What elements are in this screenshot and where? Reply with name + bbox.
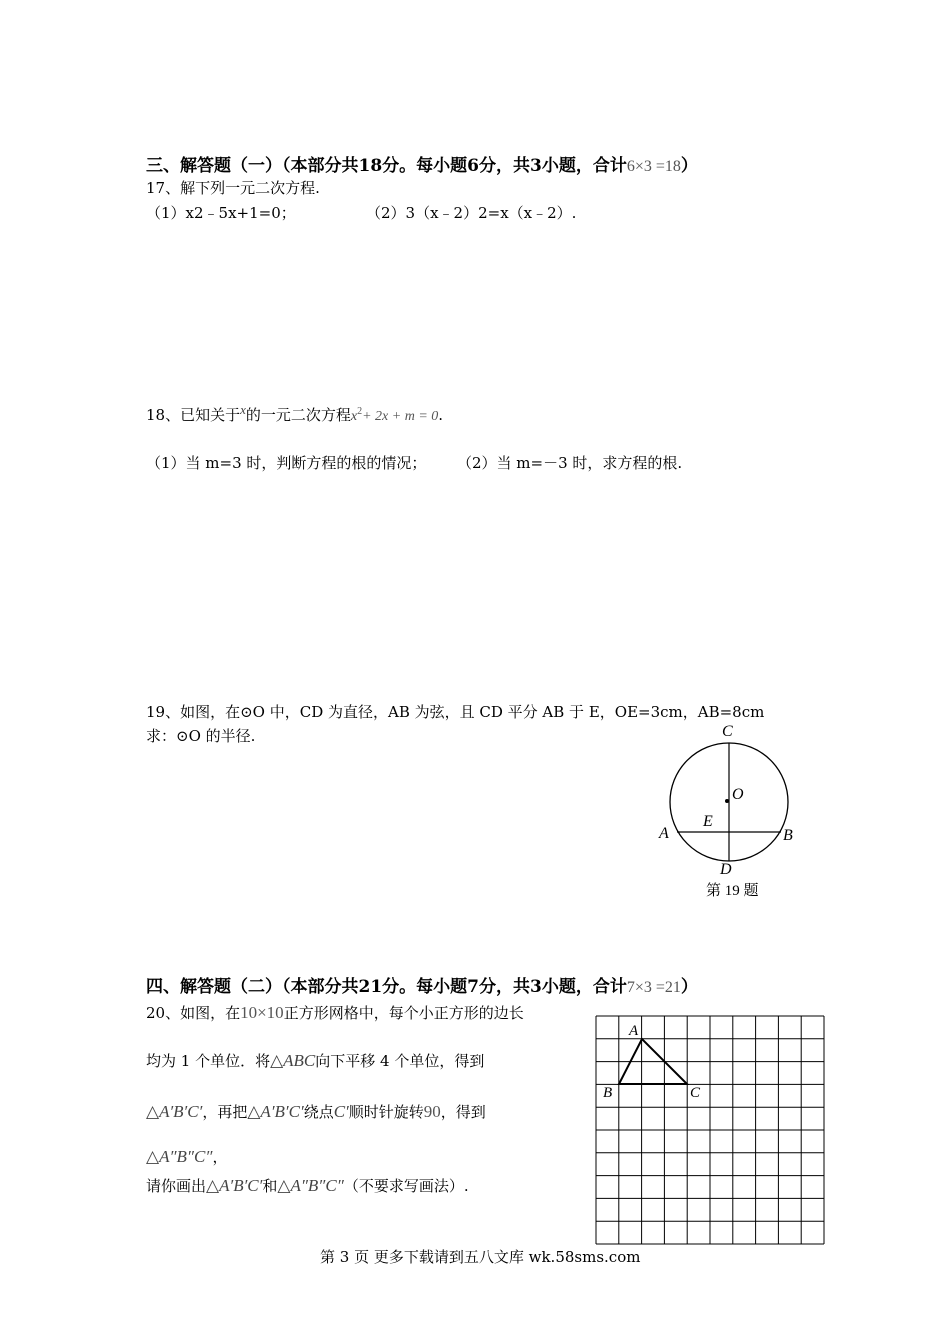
q20-l3b: 绕点	[303, 1103, 334, 1121]
q20-triangle-prime-2: △A′B′C′	[247, 1102, 304, 1121]
q18-part2: （2）当 m=－3 时，求方程的根.	[457, 454, 683, 472]
q19-circle-figure	[650, 718, 810, 908]
q20-l3c: 顺时针旋转	[348, 1103, 424, 1121]
q17-part1: （1）x2﹣5x+1=0；	[146, 204, 296, 222]
q20-l5a: 请你画出	[146, 1177, 207, 1195]
fig19-caption: 第 19 题	[706, 883, 759, 899]
q18-var-x: x	[240, 402, 246, 417]
q20-triangle-double-prime: △A″B″C″	[146, 1147, 213, 1166]
q19-line1: 19、如图，在⊙O 中，CD 为直径，AB 为弦，且 CD 平分 AB 于 E，OE=3cm，AB=8cm	[146, 703, 765, 721]
label-b: B	[783, 827, 793, 844]
q20-l5c: （不要求写画法）.	[343, 1177, 469, 1195]
q20-triangle-abc: △ABC	[270, 1051, 316, 1070]
q20-l1b: 正方形网格中，每个小正方形的边长	[283, 1004, 524, 1022]
q18-eq-rest: + 2x + m = 0	[362, 409, 439, 424]
q20-angle-90: 90	[423, 1102, 441, 1121]
q20-line1	[146, 1002, 524, 1023]
center-dot	[725, 799, 729, 803]
q19-line2: 求：⊙O 的半径.	[146, 727, 256, 745]
page-footer: 第 3 页 更多下载请到五八文库 wk.58sms.com	[320, 1248, 641, 1266]
grid-label-a: A	[629, 1023, 639, 1039]
q18-stem-a: 18、已知关于	[146, 406, 241, 424]
q18-stem-end: .	[438, 406, 444, 424]
label-o: O	[732, 786, 744, 803]
q18-stem	[146, 404, 443, 425]
q20-triangle-prime: △A′B′C′	[146, 1102, 203, 1121]
q20-l2b: 向下平移 4 个单位，得到	[315, 1052, 485, 1070]
grid-label-c: C	[690, 1085, 701, 1101]
q20-l4a: ，	[212, 1148, 228, 1166]
q20-l5b: 和	[262, 1177, 278, 1195]
q20-triangle-double-prime-2: △A″B″C″	[277, 1176, 344, 1195]
section4-formula: 7×3 =21	[626, 979, 681, 996]
q20-l3a: ，再把	[202, 1103, 248, 1121]
q20-grid-size: 10×10	[240, 1003, 284, 1022]
q17-part2: （2）3（x﹣2）2=x（x﹣2）.	[366, 204, 577, 222]
section3-close: ）	[680, 156, 698, 176]
q18-stem-b: 的一元二次方程	[245, 406, 351, 424]
label-e: E	[703, 813, 713, 830]
q17-stem: 17、解下列一元二次方程.	[146, 179, 320, 197]
section3-formula: 6×3 =18	[626, 158, 681, 175]
grid-lines	[596, 1016, 824, 1244]
q20-line3	[146, 1101, 486, 1122]
section3-title: 三、解答题（一）（本部分共18分。每小题6分，共3小题，合计	[146, 156, 627, 176]
section3-heading	[146, 151, 698, 176]
grid-label-b: B	[603, 1085, 613, 1101]
q20-point-c-prime: C′	[333, 1102, 349, 1121]
q20-l2a: 均为 1 个单位．将	[146, 1052, 271, 1070]
q20-line5	[146, 1175, 469, 1196]
label-a: A	[659, 825, 669, 842]
q20-l3d: ，得到	[440, 1103, 486, 1121]
label-d: D	[720, 861, 732, 878]
q20-grid-figure	[595, 1015, 829, 1249]
section4-title: 四、解答题（二）（本部分共21分。每小题7分，共3小题，合计	[146, 977, 627, 997]
q18-eq-sup: 2	[357, 406, 363, 417]
section4-heading	[146, 972, 698, 997]
q20-l1a: 20、如图，在	[146, 1004, 241, 1022]
section4-close: ）	[680, 977, 698, 997]
q18-part1: （1）当 m=3 时，判断方程的根的情况；	[146, 454, 427, 472]
q18-eq-x: x	[350, 409, 358, 424]
q20-line4	[146, 1146, 227, 1167]
q20-line2	[146, 1050, 484, 1071]
label-c: C	[722, 723, 733, 740]
q20-triangle-prime-3: △A′B′C′	[206, 1176, 263, 1195]
